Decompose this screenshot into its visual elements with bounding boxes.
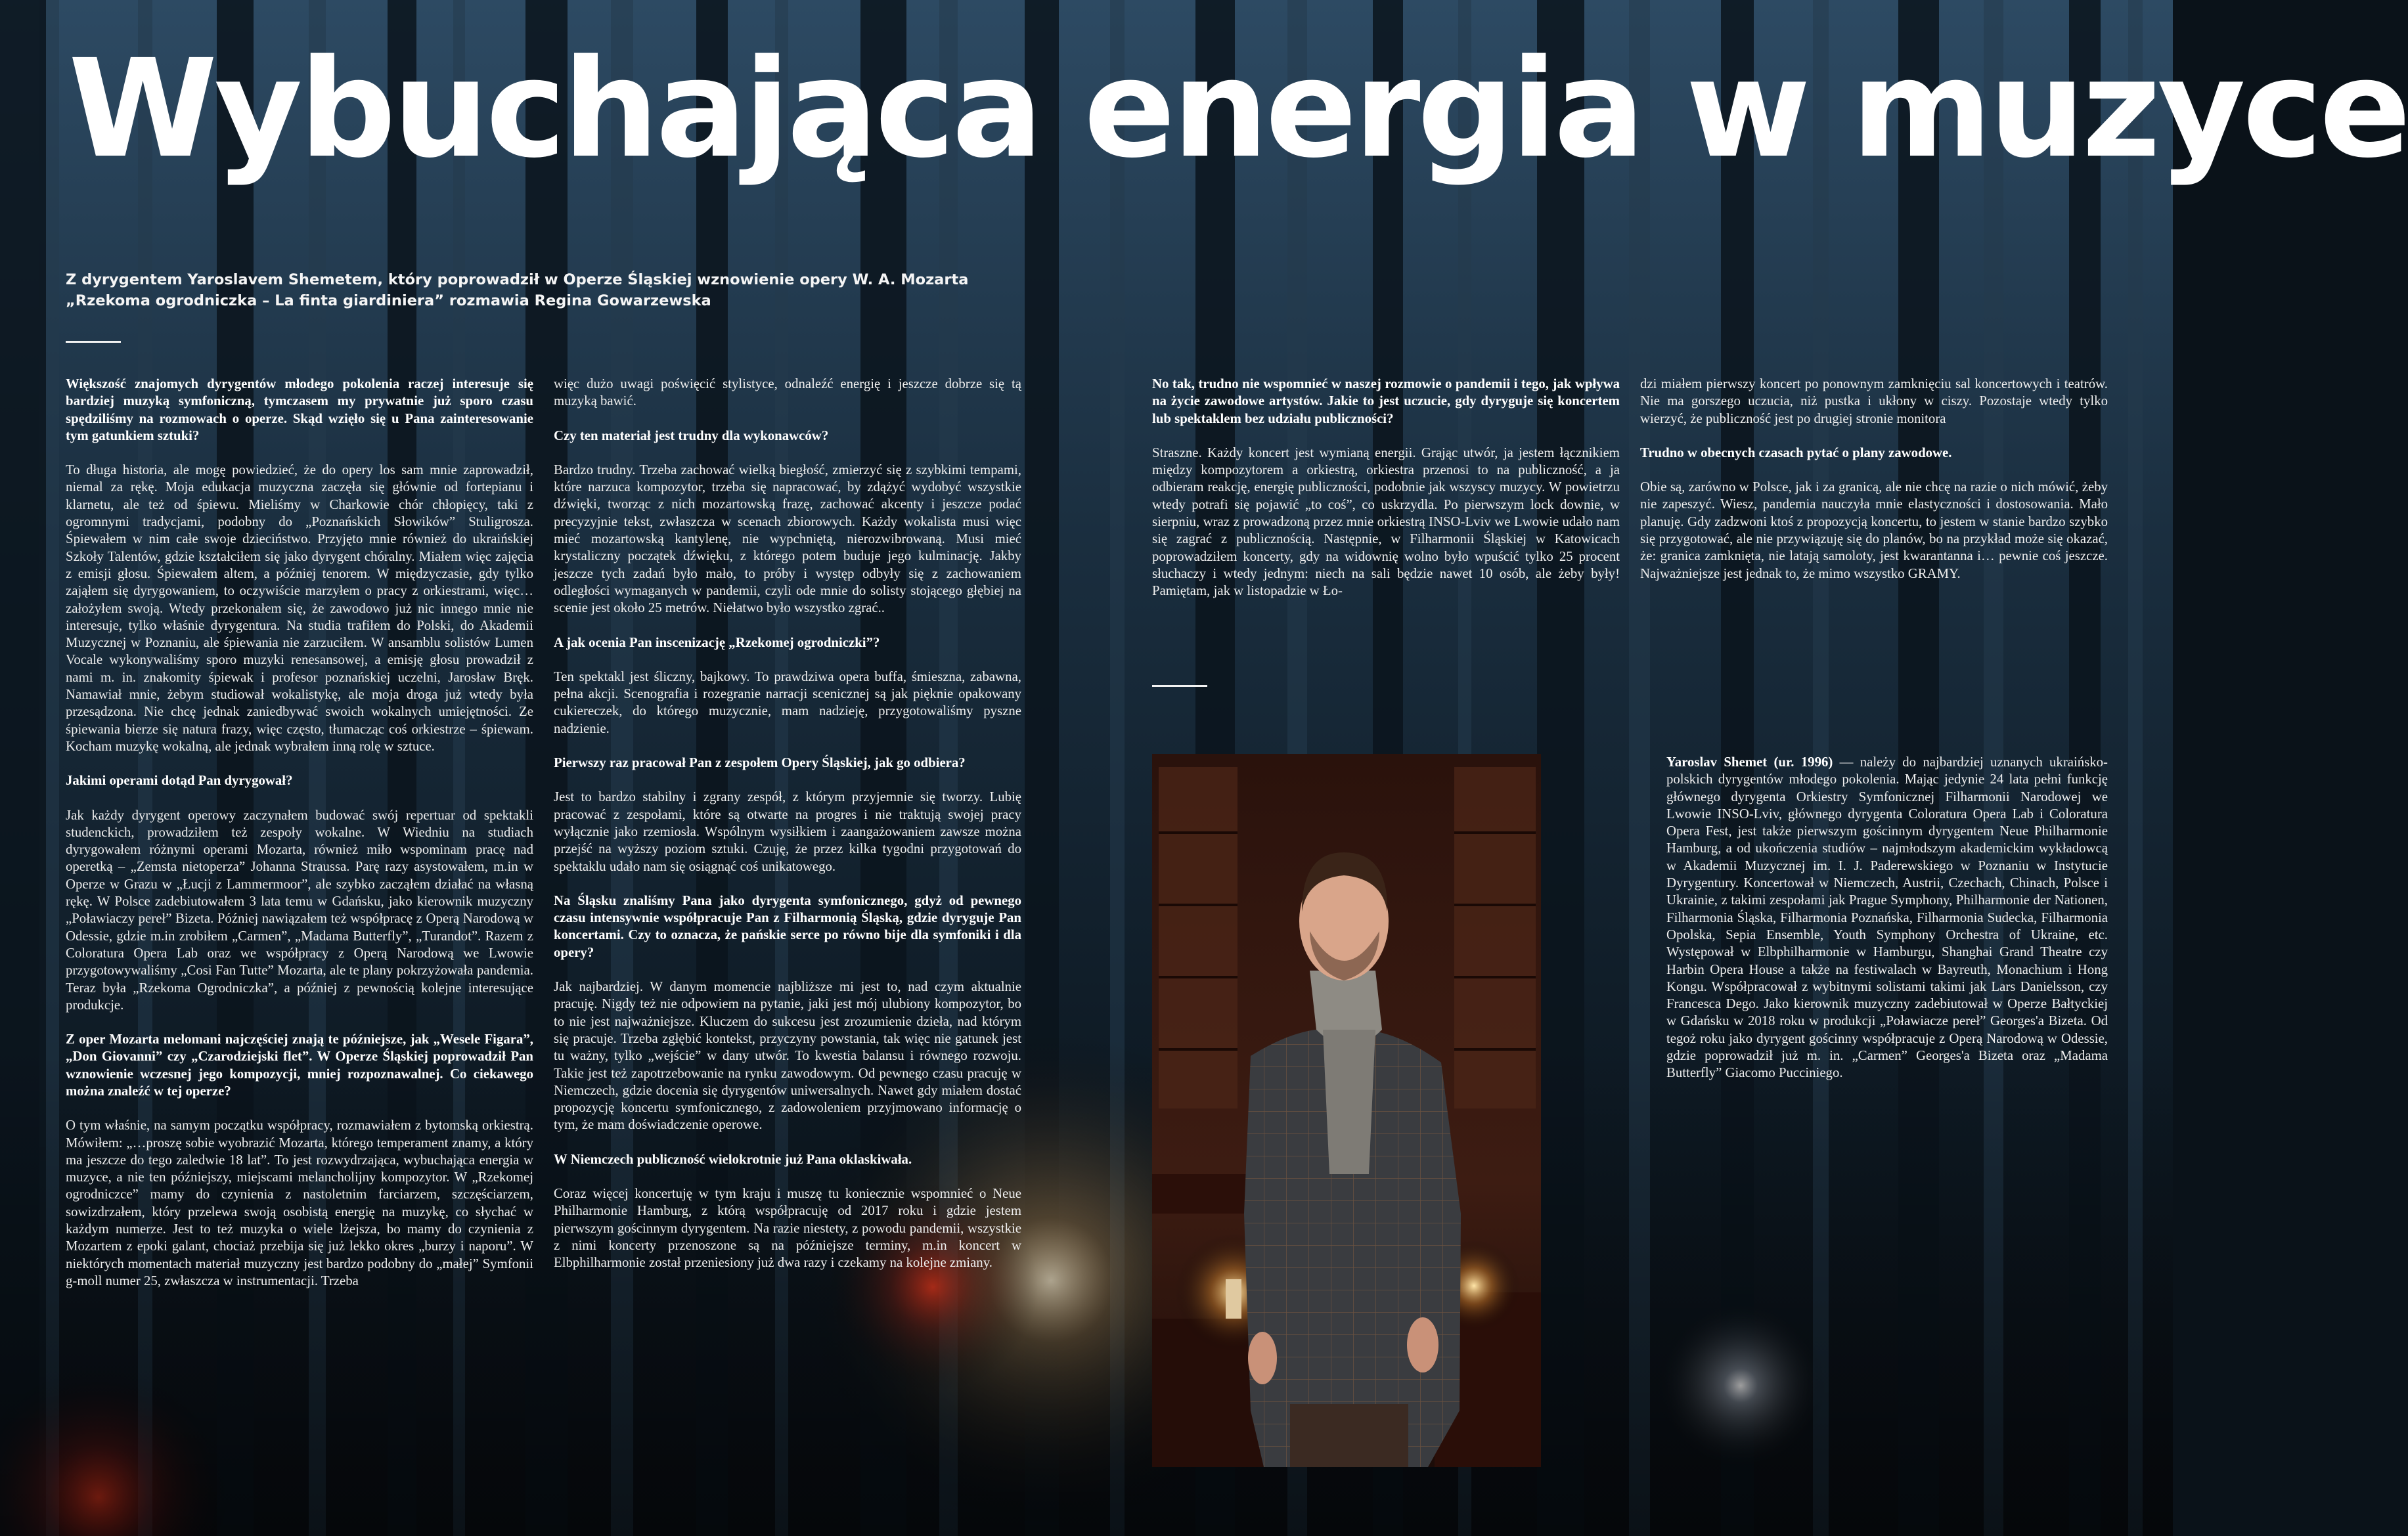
answer: Jak każdy dyrygent operowy zaczynałem budować swój repertuar od spektakli studenckich, prowadziłem też zespoły wokalne. W Wiedniu na studiach dyrygowałem różnymi operami Mozarta, również miło wspominam pracę nad operetką – „Zemsta nietoperza” Johanna Straussa. Parę razy asystowałem, m.in w Operze w Grazu w „Łucji z Lammermoor”, ale szybko zacząłem działać na własną rękę. W Polsce zadebiutowałem 3 lata temu w Gdańsku, jako kierownik muzyczny „Poławiaczy pereł” Bizeta. Później nawiązałem też współpracę z Operą Narodową w Odessie, gdzie m.in zrobiłem „Carmen”, „Madama Butterfly”, „Turandot”. Razem z Coloratura Opera Lab oraz we współpracy z Operą Narodową we Lwowie przygotowywaliśmy „Cosi Fan Tutte” Mozarta, ale te plany pokrzyżowała pandemia. Teraz była „Rzekoma Ogrodniczka”, a później z pewnością kolejne interesujące produkcje. <box>66 807 533 1013</box>
question: Z oper Mozarta melomani najczęściej znają te późniejsze, jak „Wesele Figara”, „Don Giovanni” czy „Czarodziejski flet”. W Operze Śląskiej poprowadził Pan wznowienie wczesnej jego kompozycji, mniej rozpoznawalnej. Co ciekawego można znaleźć w tej operze? <box>66 1032 533 1099</box>
answer: Ten spektakl jest śliczny, bajkowy. To prawdziwa opera buffa, śmieszna, zabawna, pełna akcji. Scenografia i rozegranie narracji scenicznej są jak pięknie opakowany cukiereczek, do którego muzycznie, mam nadzieję, przygotowaliśmy pyszne nadzienie. <box>554 669 1021 736</box>
question: Większość znajomych dyrygentów młodego pokolenia raczej interesuje się bardziej muzyką symfoniczną, tymczasem my prywatnie już sporo czasu spędziliśmy na rozmowach o operze. Skąd wzięło się u Pana zainteresowanie tym gatunkiem sztuki? <box>66 376 533 443</box>
answer: dzi miałem pierwszy koncert po ponownym zamknięciu sal koncertowych i teatrów. Nie ma gorszego uczucia, niż pustka i ukłony w ciszy. Pozostaje wtedy tylko wierzyć, że publiczność jest po drugiej stronie monitora <box>1640 376 2108 426</box>
question: Jakimi operami dotąd Pan dyrygował? <box>66 773 293 789</box>
answer: Bardzo trudny. Trzeba zachować wielką biegłość, zmierzyć się z szybkimi tempami, które narzuca kompozytor, trzeba się napracować, by zdążyć wydobyć wszystkie dźwięki, tworząc z nich mozartowską frazę, zachować akcenty i jeszcze podać precyzyjnie tekst, zwłaszcza w scenach zbiorowych. Każdy wokalista musi więc mieć mozartowską kantylenę, nie wypchniętą, nierozwibrowaną. Musi mieć krystaliczny początek dźwięku, z którego potem buduje jego kulminację. Jakby jeszcze tych zadań było mało, to próby i występ odbyły się z zachowaniem odległości wymaganych w pandemii, czyli ode mnie do solisty stojącego głębiej na scenie jest około 25 metrów. Niełatwo było wszystko zgrać.. <box>554 462 1021 616</box>
question: Trudno w obecnych czasach pytać o plany zawodowe. <box>1640 445 1952 460</box>
bio-text: — należy do najbardziej uznanych ukraińsko-polskich dyrygentów młodego pokolenia. Mając jedynie 24 lata pełni funkcję głównego dyrygenta Orkiestry Symfonicznej Filharmonii Narodowej we Lwowie INSO-Lviv, głównego dyrygenta Coloratura Opera Lab i Coloratura Opera Fest, jest także pierwszym gościnnym dyrygentem Neue Philharmonie Hamburg, a od ukończenia studiów – najmłodszym akademickim wykładowcą w Akademii Muzycznej im. I. J. Paderewskiego w Poznaniu w Instytucie Dyrygentury. Koncertował w Niemczech, Austrii, Czechach, Chinach, Polsce i Ukrainie, z takimi zespołami jak Prague Symphony, Philharmonie der Nationen, Filharmonia Śląska, Filharmonia Poznańska, Filharmonia Sudecka, Filharmonia Opolska, Sepia Ensemble, Youth Symphony Orchestra of Ukraine, etc. Występował w Elbphilharmonie w Hamburgu, Shanghai Grand Theatre czy Harbin Opera House a także na festiwalach w Bayreuth, Monachium i Hong Kongu. Współpracował z wybitnymi solistami takimi jak Lars Danielsson, czy Francesca Dego. Jako kierownik muzyczny zadebiutował w Operze Bałtyckiej w Gdańsku w 2018 roku w produkcji „Poławiacze pereł” Georges'a Bizeta. Od tegoż roku jako dyrygent gościnny współpracuje z Operą Narodową w Odessie, gdzie poprowadził już m. in. „Carmen” Georges'a Bizeta oraz „Madama Butterfly” Giacomo Pucciniego. <box>1666 755 2108 1081</box>
bio-name: Yaroslav Shemet (ur. 1996) <box>1666 755 1833 770</box>
lead-paragraph: Z dyrygentem Yaroslavem Shemetem, który poprowadził w Operze Śląskiej wznowienie opery W. A. Mozarta „Rzekoma ogrodniczka – La finta giardiniera” rozmawia Regina Gowarzewska <box>66 271 969 309</box>
question: Pierwszy raz pracował Pan z zespołem Opery Śląskiej, jak go odbiera? <box>554 755 966 771</box>
question: W Niemczech publiczność wielokrotnie już Pana oklaskiwała. <box>554 1151 912 1167</box>
bio-paragraph <box>1666 754 2108 1082</box>
answer: Obie są, zarówno w Polsce, jak i za granicą, ale nie chcę na razie o nich mówić, żeby nie zapeszyć. Wiesz, pandemia nauczyła mnie elastyczności i dostosowania. Mało planuję. Gdy zadzwoni ktoś z propozycją koncertu, to jestem w stanie bardzo szybko się przygotować, ale nie przywiązuję się do planów, bo na przykład może się okazać, że: granica zamknięta, nie latają samoloty, jest kwarantanna i… pewnie coś jeszcze. Najważniejsze jest jednak to, że mimo wszystko GRAMY. <box>1640 479 2108 581</box>
column-1 <box>66 376 533 1290</box>
question: No tak, trudno nie wspomnieć w naszej rozmowie o pandemii i tego, jak wpływa na życie zawodowe artystów. Jakie to jest uczucie, gdy dyryguje się koncertem lub spektaklem bez udziału publiczności? <box>1152 376 1620 426</box>
question: Czy ten materiał jest trudny dla wykonawców? <box>554 428 829 443</box>
bio-column <box>1666 754 2108 1082</box>
answer: Jest to bardzo stabilny i zgrany zespół, z którym przyjemnie się tworzy. Lubię pracować z zespołami, które są otwarte na progres i nie traktują swojej pracy wyłącznie jako rzemiosła. Wspólnym wysiłkiem i zaangażowaniem zawsze można przejść na wyższy poziom sztuki. Czuję, że przez kilka tygodni przygotowań do spektaklu udało nam się osiągnąć coś unikatowego. <box>554 789 1021 874</box>
divider-right <box>1152 685 1207 687</box>
column-4 <box>1640 376 2108 582</box>
answer: więc dużo uwagi poświęcić stylistyce, odnaleźć energię i jeszcze dobrze się tą muzyką bawić. <box>554 376 1021 409</box>
column-2 <box>554 376 1021 1271</box>
answer: To długa historia, ale mogę powiedzieć, że do opery los sam mnie zaprowadził, niemal za rękę. Moja edukacja muzyczna zaczęła się głównie od fortepianu i klarnetu, ale też od śpiewu. Mieliśmy w Charkowie chór chłopięcy, taki z ogromnymi tradycjami, podobny do „Poznańskich Słowików” Stuligrosza. Śpiewałem w nim całe swoje dzieciństwo. Przyjęto mnie również do ukraińskiej Szkoły Talentów, gdzie kształciłem się jako dyrygent chóralny. Miałem więc zajęcia z emisji głosu. Śpiewałem altem, a później tenorem. W międzyczasie, gdy tylko zająłem się dyrygowaniem, to oczywiście marzyłem o pracy z orkiestrami, więc… założyłem swoją. Wtedy przekonałem się, że zawodowo już nic innego mnie nie interesuje, tylko właśnie dyrygentura. Na studia trafiłem do Polski, do Akademii Muzycznej w Poznaniu, ale śpiewania nie zarzuciłem. W ansamblu solistów Lumen Vocale wykonywaliśmy sporo muzyki renesansowej, a emisję głosu prowadził z nami m. in. znakomity śpiewak i profesor poznańskiej uczelni, Jarosław Bręk. Namawiał mnie, żebym studiował wokalistykę, ale moja droga już wtedy była przesądzona. Nie chcę jednak zaniedbywać swoich wokalnych umiejętności. Ze śpiewania bierze się natura frazy, więc często, tłumacząc coś orkiestrze – śpiewam. Kocham muzykę wokalną, ale jednak wybrałem inną rolę w sztuce. <box>66 462 533 754</box>
divider-left <box>66 341 121 343</box>
column-3 <box>1152 376 1620 600</box>
question: A jak ocenia Pan inscenizację „Rzekomej ogrodniczki”? <box>554 634 880 650</box>
conductor-portrait-photo <box>1152 754 1541 1467</box>
answer: Straszne. Każdy koncert jest wymianą energii. Grając utwór, ja jestem łącznikiem między kompozytorem a orkiestrą, orkiestra przenosi to na publiczność, a ja odbieram reakcję, energię publiczności, podobnie jak wszyscy muzycy. W powietrzu wtedy potrafi się pojawić „to coś”, co uskrzydla. Po pierwszym lock downie, w sierpniu, wraz z prowadzoną przez mnie orkiestrą INSO-Lviv we Lwowie udało nam się zagrać z publicznością. Następnie, w Filharmonii Śląskiej w Katowicach poprowadziłem koncerty, gdy na widownię wolno było wpuścić tylko 25 procent słuchaczy i wtedy jednym: niech na sali będzie nawet 10 osób, ale żeby były! Pamiętam, jak w listopadzie w Ło- <box>1152 445 1620 599</box>
answer: O tym właśnie, na samym początku współpracy, rozmawiałem z bytomską orkiestrą. Mówiłem: „…proszę sobie wyobrazić Mozarta, którego temperament znamy, a który ma jeszcze do tego zaledwie 18 lat”. To jest rozwydrzająca, wybuchająca energia w muzyce, a nie ten późniejszy, miejscami melancholijny kompozytor. W „Rzekomej ogrodniczce” mamy do czynienia z nastoletnim farciarzem, szczęściarzem, sowizdrzałem, który przelewa swoją osobistą energię na muzykę, co słychać w każdym numerze. Jest to też muzyka o wiele lżejsza, bo mamy do czynienia z Mozartem z epoki galant, chociaż przebija się już lekko okres „burzy i naporu”. W niektórych momentach materiał muzyczny jest bardzo podobny do „małej” Symfonii g-moll numer 25, zwłaszcza w instrumentacji. Trzeba <box>66 1118 533 1288</box>
answer: Coraz więcej koncertuję w tym kraju i muszę tu koniecznie wspomnieć o Neue Philharmonie Hamburg, z którą współpracuję od 2017 roku i gdzie jestem pierwszym gościnnym dyrygentem. Na razie niestety, z powodu pandemii, wszystkie z nimi koncerty przenoszone są na późniejsze terminy, m.in koncert w Elbphilharmonie został przeniesiony już dwa razy i czekamy na kolejne zmiany. <box>554 1185 1021 1271</box>
question: Na Śląsku znaliśmy Pana jako dyrygenta symfonicznego, gdyż od pewnego czasu intensywnie współpracuje Pan z Filharmonią Śląską, gdzie dyryguje Pan koncertami. Czy to oznacza, że pańskie serce po równo bije dla symfoniki i dla opery? <box>554 892 1021 960</box>
answer: Jak najbardziej. W danym momencie najbliższe mi jest to, nad czym aktualnie pracuję. Nigdy też nie odpowiem na pytanie, jaki jest mój ulubiony kompozytor, bo to nie jest najważniejsze. Kluczem do sukcesu jest zrozumienie dzieła, nad którym się pracuje. Trzeba zgłębić kontekst, przyczyny powstania, tak więc nie gatunek jest tu ważny, tylko „wejście” w dany utwór. To kwestia balansu i równego rozwoju. Takie jest też zapotrzebowanie na rynku zawodowym. Od pewnego czasu pracuję w Niemczech, gdzie docenia się dyrygentów uniwersalnych. Nawet gdy miałem dostać propozycję koncertu symfonicznego, z zadowoleniem przyjmowano informację o tym, że mam doświadczenie operowe. <box>554 979 1021 1133</box>
headline: Wybuchająca energia w muzyce <box>68 30 2408 188</box>
